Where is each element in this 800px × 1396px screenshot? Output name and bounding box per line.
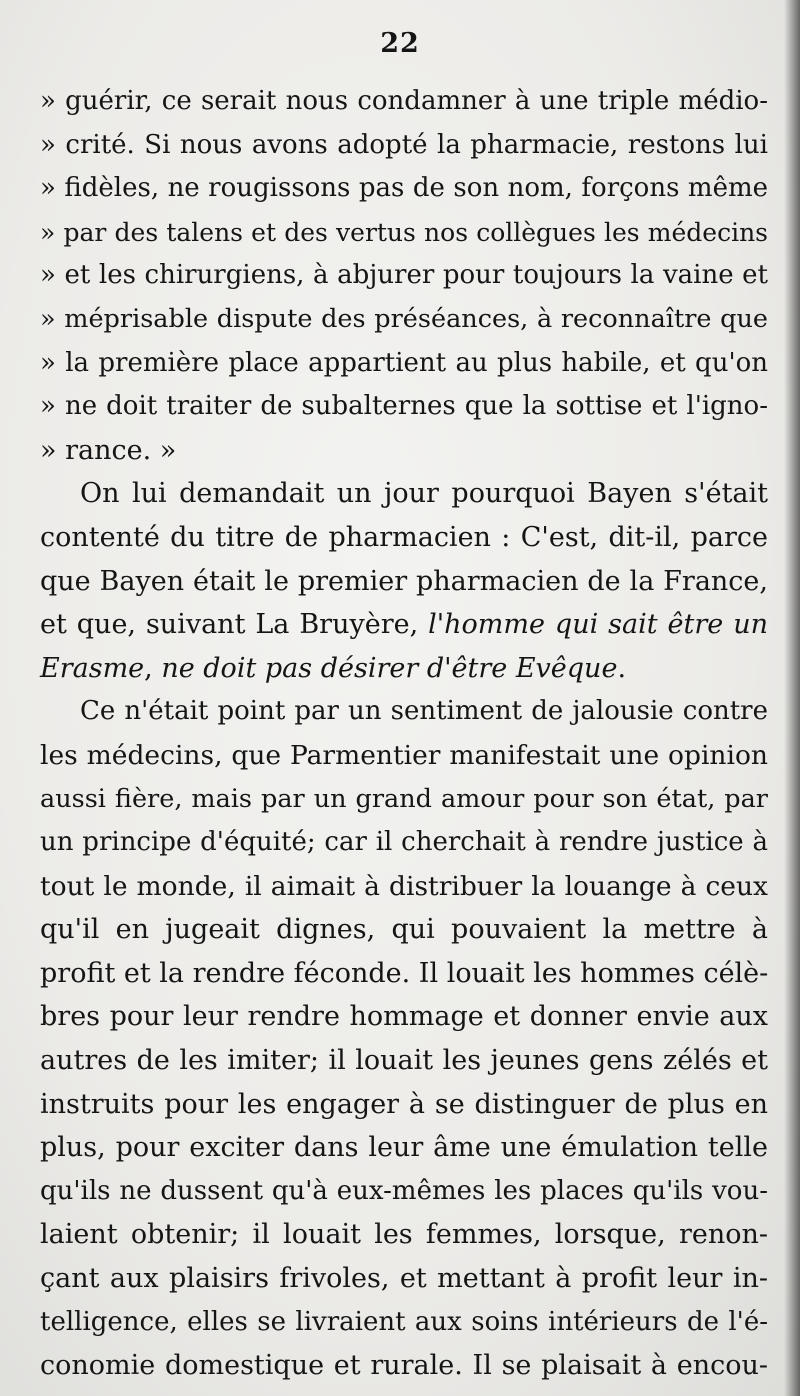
- paragraph-first-line: Ce n'était point par un sentiment de jalousie contre: [80, 696, 768, 727]
- text-line: » fidèles, ne rougissons pas de son nom, forçons même: [40, 173, 768, 204]
- text-line: conomie domestique et rurale. Il se plaisait à encou-: [40, 1350, 768, 1382]
- text-line: » rance. »: [40, 434, 177, 466]
- body-text: [40, 80, 768, 1388]
- text-line: laient obtenir; il louait les femmes, lorsque, renon-: [40, 1219, 768, 1251]
- text-line: les médecins, que Parmentier manifestait une opinion: [40, 739, 768, 771]
- text-line: qu'ils ne dussent qu'à eux-mêmes les places qu'ils vou-: [40, 1175, 768, 1206]
- italic-quote: l'homme qui sait être un: [428, 609, 768, 641]
- text-line: autres de les imiter; il louait les jeunes gens zélés et: [40, 1045, 768, 1077]
- text-line: profit et la rendre féconde. Il louait les hommes célè-: [40, 957, 769, 989]
- text-line: telligence, elles se livraient aux soins intérieurs de l'é-: [40, 1306, 768, 1337]
- text-line: » ne doit traiter de subalternes que la sottise et l'igno-: [40, 391, 768, 422]
- page-number: 22: [380, 28, 420, 59]
- text-line: que Bayen était le premier pharmacien de la France,: [40, 565, 768, 597]
- text-line: un principe d'équité; car il cherchait à rendre justice à: [40, 827, 768, 858]
- text-line: » crité. Si nous avons adopté la pharmacie, restons lui: [40, 129, 768, 160]
- italic-quote: Erasme: [40, 652, 145, 684]
- text-line: » par des talens et des vertus nos collègues les médecins: [40, 217, 768, 247]
- text-line: plus, pour exciter dans leur âme une émulation telle: [40, 1132, 768, 1164]
- text-line: çant aux plaisirs frivoles, et mettant à profit leur in-: [40, 1263, 768, 1295]
- text-line: tout le monde, il aimait à distribuer la louange à ceux: [40, 870, 768, 902]
- text-line: » la première place appartient au plus habile, et qu'on: [40, 347, 768, 378]
- text-line: qu'il en jugeait dignes, qui pouvaient la mettre à: [40, 914, 768, 946]
- italic-quote: ne doit pas désirer d'être Evêque: [161, 652, 618, 684]
- text-line: contenté du titre de pharmacien : C'est, dit-il, parce: [40, 521, 768, 553]
- text-line: et que, suivant La Bruyère, l'homme qui sait être un: [40, 609, 768, 641]
- text-line: instruits pour les engager à se distinguer de plus en: [40, 1088, 768, 1120]
- text-line: » et les chirurgiens, à abjurer pour toujours la vaine et: [40, 260, 768, 291]
- page-edge-shadow: [784, 0, 800, 1396]
- text-line: bres pour leur rendre hommage et donner envie aux: [40, 1001, 768, 1033]
- text-line: Erasme, ne doit pas désirer d'être Evêque.: [40, 652, 627, 684]
- text-line: » guérir, ce serait nous condamner à une triple médio-: [40, 86, 768, 116]
- paragraph-first-line: On lui demandait un jour pourquoi Bayen s'était: [80, 478, 768, 510]
- text-line: aussi fière, mais par un grand amour pour son état, par: [40, 783, 768, 814]
- text-line: » méprisable dispute des préséances, à reconnaître que: [40, 303, 768, 334]
